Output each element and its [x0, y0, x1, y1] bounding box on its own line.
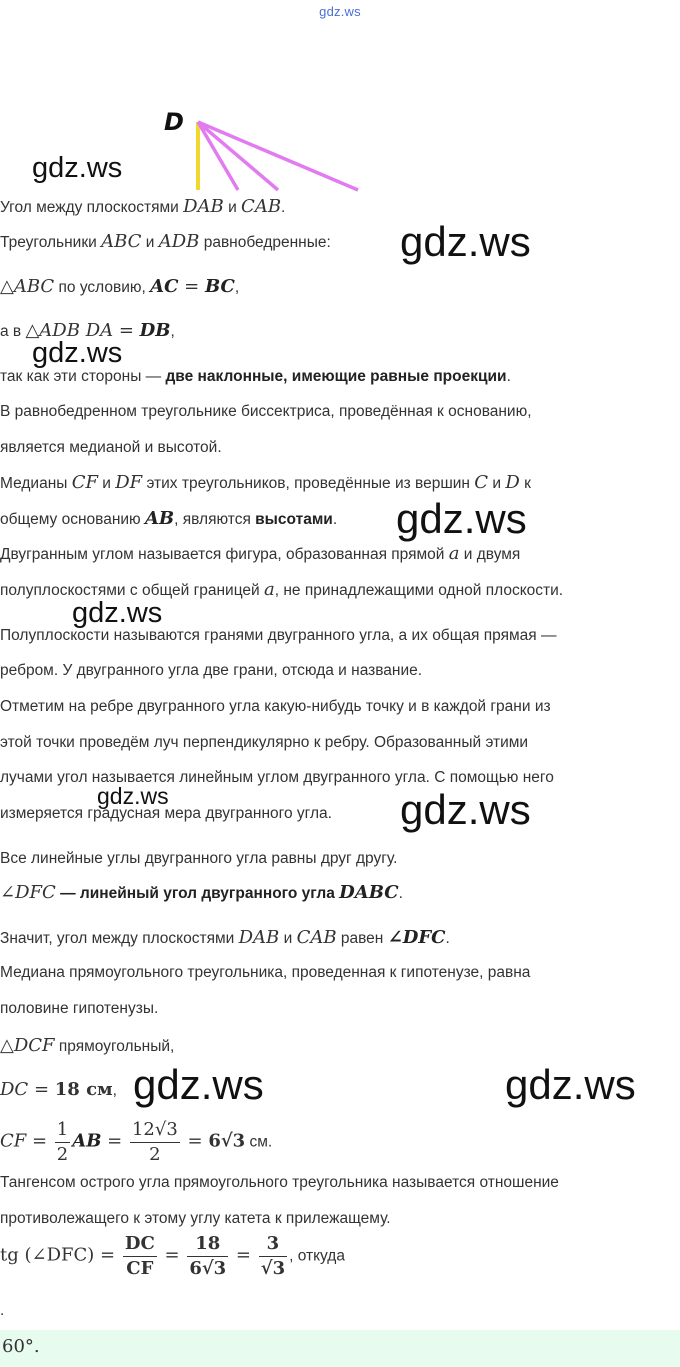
fraction-one-half: $\frac{1}{2}$ — [56, 1119, 69, 1165]
answer-value: 60°. — [2, 1336, 40, 1357]
text-line-19: ∠DFC — линейный угол двугранного угла DABC. — [0, 882, 403, 903]
text-line-13: ребром. У двугранного угла две грани, отсюда и название. — [0, 662, 423, 679]
text-line-11: полуплоскостями с общей границей a, не принадлежащими одной плоскости. — [0, 579, 564, 600]
vertex-label-d: D — [164, 108, 184, 136]
text-line-18: Все линейные углы двугранного угла равны друг другу. — [0, 850, 398, 867]
text-line-29: . — [0, 1302, 5, 1319]
geometry-figure — [160, 104, 370, 199]
fraction-18-over-6root3: $\frac{18}{6√3}$ — [189, 1233, 227, 1279]
text-line-5: так как эти стороны — две наклонные, имеющие равные проекции. — [0, 368, 511, 385]
fraction-dc-over-cf: $\frac{DC}{CF}$ — [124, 1233, 155, 1279]
text-line-17: измеряется градусная мера двугранного угла. — [0, 805, 332, 822]
text-line-27: противолежащего к этому углу катета к прилежащему. — [0, 1210, 391, 1227]
text-line-9: общему основанию AB, являются высотами. — [0, 508, 338, 529]
text-line-2: Треугольники ABC и ADB равнобедренные: — [0, 231, 331, 252]
text-line-28: tg (∠DFC) = $\frac{DC}{CF}$ = $\frac{18}{6√3}$ = $\frac{3}{√3}$ , откуда — [0, 1233, 345, 1279]
text-line-1: Угол между плоскостями DAB и CAB. — [0, 196, 286, 217]
text-line-23: △DCF прямоугольный, — [0, 1035, 175, 1056]
site-header-link[interactable]: gdz.ws — [319, 4, 361, 19]
text-line-22: половине гипотенузы. — [0, 1000, 159, 1017]
text-line-6: В равнобедренном треугольнике биссектриса, проведённая к основанию, — [0, 403, 532, 420]
text-line-15: этой точки проведём луч перпендикулярно к ребру. Образованный этими — [0, 734, 529, 751]
text-line-8: Медианы CF и DF этих треугольников, проведённые из вершин C и D к — [0, 472, 531, 493]
answer-box — [0, 1330, 680, 1367]
watermark: gdz.ws — [505, 1061, 636, 1108]
watermark: gdz.ws — [400, 786, 531, 833]
text-line-25: CF = $\frac{1}{2}$ AB = $\frac{12√3}{2}$ = 6√3 см. — [0, 1119, 273, 1165]
text-line-20: Значит, угол между плоскостями DAB и CAB равен ∠DFC. — [0, 927, 450, 948]
text-line-10: Двугранным углом называется фигура, образованная прямой a и двумя — [0, 543, 521, 564]
text-line-7: является медианой и высотой. — [0, 439, 222, 456]
watermark: gdz.ws — [396, 495, 527, 542]
text-line-4: а в △ADB DA = DB, — [0, 320, 175, 341]
text-line-14: Отметим на ребре двугранного угла какую-нибудь точку и в каждой грани из — [0, 698, 551, 715]
text-line-12: Полуплоскости называются гранями двугранного угла, а их общая прямая — — [0, 627, 557, 644]
text-line-21: Медиана прямоугольного треугольника, проведенная к гипотенузе, равна — [0, 964, 531, 981]
text-line-26: Тангенсом острого угла прямоугольного треугольника называется отношение — [0, 1174, 559, 1191]
watermark: gdz.ws — [400, 218, 531, 265]
fraction-3-over-root3: $\frac{3}{√3}$ — [260, 1233, 286, 1279]
text-line-16: лучами угол называется линейным углом двугранного угла. С помощью него — [0, 769, 554, 786]
watermark: gdz.ws — [72, 597, 163, 629]
fraction-12root3-over-2: $\frac{12√3}{2}$ — [131, 1119, 178, 1165]
text-line-24: DC = 18 см, — [0, 1079, 117, 1100]
watermark: gdz.ws — [133, 1061, 264, 1108]
watermark: gdz.ws — [32, 152, 123, 184]
text-line-3: △ABC по условию, AC = BC, — [0, 276, 240, 297]
watermark: gdz.ws — [32, 337, 123, 369]
watermark: gdz.ws — [97, 783, 169, 809]
